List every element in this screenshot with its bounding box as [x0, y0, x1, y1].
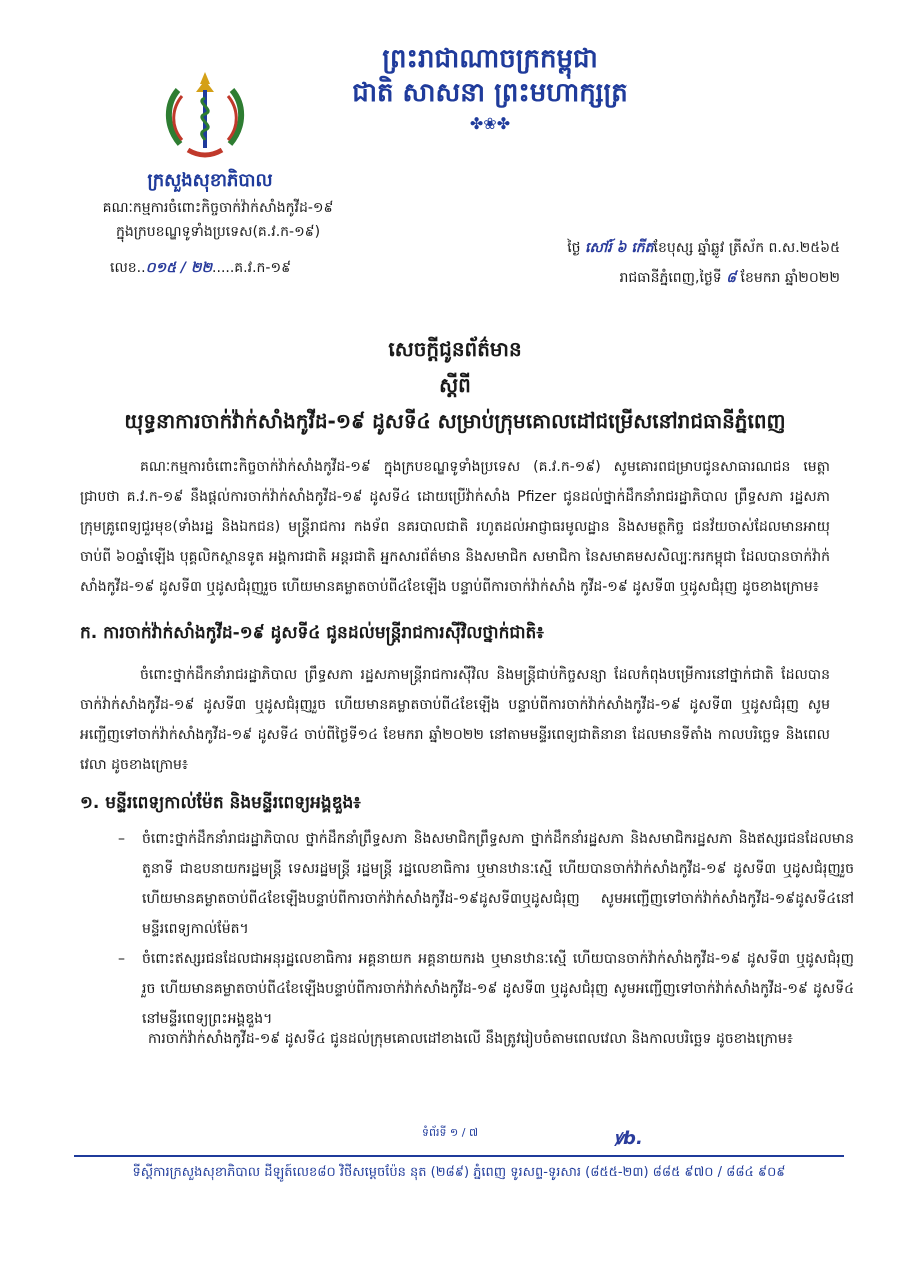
- page-number: ទំព័រទី ១ / ៧: [422, 1126, 478, 1139]
- lunar-day-handwritten: សៅរ៍ ៦ កើត: [585, 240, 654, 256]
- bullet-dash: –: [118, 831, 125, 847]
- national-motto: ជាតិ សាសនា ព្រះមហាក្សត្រ: [352, 78, 628, 108]
- bullet-dash: –: [118, 951, 125, 967]
- bullet-item: [118, 944, 854, 1034]
- committee-line-1: គណៈកម្មការចំពោះកិច្ចចាក់វ៉ាក់សាំងកូវីដ-១៩: [102, 200, 334, 216]
- handwritten-initial: ꝟb.: [614, 1128, 643, 1149]
- footer-address: ទីស្តីការក្រសួងសុខាភិបាល ដីឡូត៍លេខ៨០ វិថីសម្តេចប៉ែន នុត (២៨៩) ភ្នំពេញ ទូរសព្ទ-ទូរសារ (៨៥៥-២៣) ៨៨៥ ៩៧០ / ៨៨៤ ៩០៩: [132, 1165, 786, 1180]
- ornament-divider: ✤❀✤: [469, 114, 511, 133]
- closing-paragraph: ការចាក់វ៉ាក់សាំងកូវីដ-១៩ ដូសទី៤ ជូនដល់ក្រុមគោលដៅខាងលើ នឹងត្រូវរៀបចំតាមពេលវេលា និងកាលបរិច្ឆេទ ដូចខាងក្រោម៖: [148, 1031, 793, 1047]
- lunar-prefix: ថ្ងៃ: [567, 240, 581, 256]
- bullet-item: [118, 824, 854, 944]
- document-subject: យុទ្ធនាការចាក់វ៉ាក់សាំងកូវីដ-១៩ ដូសទី៤ សម្រាប់ក្រុមគោលដៅជម្រើសនៅរាជធានីភ្នំពេញ: [124, 409, 786, 433]
- ref-number-handwritten: ០១៥ / ២២: [145, 260, 213, 276]
- footer-divider: [74, 1155, 844, 1157]
- lunar-rest: ខែបុស្ស ឆ្នាំឆ្លូវ ត្រីស័ក ព.ស.២៥៦៥: [653, 240, 840, 256]
- ministry-logo: [160, 66, 250, 166]
- solar-prefix: រាជធានីភ្នំពេញ,ថ្ងៃទី: [619, 270, 722, 286]
- ministry-name: ក្រសួងសុខាភិបាល: [147, 170, 273, 191]
- document-title: សេចក្តីជូនព័ត៌មាន: [388, 337, 522, 361]
- kingdom-name: ព្រះរាជាណាចក្រកម្ពុជា: [382, 44, 598, 74]
- lunar-date: [510, 233, 840, 263]
- committee-name: [88, 196, 348, 244]
- ref-prefix: លេខ..: [110, 260, 146, 276]
- title-about: ស្តីពី: [439, 373, 471, 397]
- ref-suffix: .....គ.វ.ក-១៩: [212, 260, 291, 276]
- section-a-heading: ក. ការចាក់វ៉ាក់សាំងកូវីដ-១៩ ដូសទី៤ ជូនដល់មន្ត្រីរាជការស៊ីវិលថ្នាក់ជាតិ៖: [80, 623, 544, 643]
- bullet-text-1: ចំពោះថ្នាក់ដឹកនាំរាជរដ្ឋាភិបាល ថ្នាក់ដឹកនាំព្រឹទ្ធសភា និងសមាជិកព្រឹទ្ធសភា ថ្នាក់ដឹកនាំរដ្ឋសភា និងសមាជិករដ្ឋសភា និងឥស្សរជនដែលមានតួនាទី ជាឧបនាយករដ្ឋមន្ត្រី ទេសរដ្ឋមន្ត្រី រដ្ឋមន្ត្រី រដ្ឋលេខាធិការ ឬមានឋានៈស្មើ ហើយបានចាក់វ៉ាក់សាំងកូវីដ-១៩ ដូសទី៣ ឬដូសជំរុញរួច ហើយមានគម្លាតចាប់ពី៤ខែឡើងបន្ទាប់ពីការចាក់វ៉ាក់សាំងកូវីដ-១៩ដូសទី៣ឬដូសជំរុញ សូមអញ្ជើញទៅចាក់វ៉ាក់សាំងកូវីដ-១៩ដូសទី៤នៅមន្ទីរពេទ្យកាល់ម៉ែត។: [142, 831, 854, 937]
- bullet-text-2: ចំពោះឥស្សរជនដែលជាអនុរដ្ឋលេខាធិការ អគ្គនាយក អគ្គនាយករង ឬមានឋានៈស្មើ ហើយបានចាក់វ៉ាក់សាំងកូវីដ-១៩ ដូសទី៣ ឬដូសជំរុញរួច ហើយមានគម្លាតចាប់ពី៤ខែឡើងបន្ទាប់ពីការចាក់វ៉ាក់សាំងកូវីដ-១៩ ដូសទី៣ ឬដូសជំរុញ សូមអញ្ជើញទៅចាក់វ៉ាក់សាំងកូវីដ-១៩ ដូសទី៤ នៅមន្ទីរពេទ្យព្រះអង្គឌួង។: [142, 951, 854, 1027]
- committee-line-2: ក្នុងក្របខណ្ឌទូទាំងប្រទេស(គ.វ.ក-១៩): [115, 224, 321, 240]
- subsection-1-heading: ១. មន្ទីរពេទ្យកាល់ម៉ែត និងមន្ទីរពេទ្យអង្គឌួង៖: [80, 793, 361, 813]
- solar-day-handwritten: ៨: [726, 270, 737, 286]
- section-a-paragraph: ចំពោះថ្នាក់ដឹកនាំរាជរដ្ឋាភិបាល ព្រឹទ្ធសភា រដ្ឋសភាមន្ត្រីរាជការស៊ីវិល និងមន្ត្រីជាប់កិច្ចសន្យា ដែលកំពុងបម្រើការនៅថ្នាក់ជាតិ ដែលបានចាក់វ៉ាក់សាំងកូវីដ-១៩ ដូសទី៣ ឬដូសជំរុញរួច ហើយមានគម្លាតចាប់ពី៤ខែឡើង បន្ទាប់ពីការចាក់វ៉ាក់សាំងកូវីដ-១៩ ដូសទី៣ ឬដូសជំរុញ សូមអញ្ជើញទៅចាក់វ៉ាក់សាំងកូវីដ-១៩ ដូសទី៤ ចាប់ពីថ្ងៃទី១៤ ខែមករា ឆ្នាំ២០២២ នៅតាមមន្ទីរពេទ្យជាតិនានា ដែលមានទីតាំង កាលបរិច្ឆេទ និងពេលវេលា ដូចខាងក្រោម៖: [80, 667, 830, 773]
- intro-paragraph: គណៈកម្មការចំពោះកិច្ចចាក់វ៉ាក់សាំងកូវីដ-១៩ ក្នុងក្របខណ្ឌទូទាំងប្រទេស (គ.វ.ក-១៩) សូមគោរពជម្រាបជូនសាធារណជន មេត្តាជ្រាបថា គ.វ.ក-១៩ នឹងផ្តល់ការចាក់វ៉ាក់សាំងកូវីដ-១៩ ដូសទី៤ ដោយប្រើវ៉ាក់សាំង Pfizer ជូនដល់ថ្នាក់ដឹកនាំរាជរដ្ឋាភិបាល ព្រឹទ្ធសភា រដ្ឋសភា ក្រុមគ្រូពេទ្យជួរមុខ(ទាំងរដ្ឋ និងឯកជន) មន្ត្រីរាជការ កងទ័ព នគរបាលជាតិ រហូតដល់អាជ្ញាធរមូលដ្ឋាន និងសមត្ថកិច្ច ជនវ័យចាស់ដែលមានអាយុចាប់ពី ៦០ឆ្នាំឡើង បុគ្គលិកស្ថានទូត អង្គការជាតិ អន្តរជាតិ អ្នកសារព័ត៌មាន និងសមាជិក សមាជិកា នៃសមាគមសសិល្បៈករកម្ពុជា ដែលបានចាក់វ៉ាក់សាំងកូវីដ-១៩ ដូសទី៣ ឬដូសជំរុញរួច ហើយមានគម្លាតចាប់ពី៤ខែឡើង បន្ទាប់ពីការចាក់វ៉ាក់សាំង កូវីដ-១៩ ដូសទី៣ ឬដូសជំរុញ ដូចខាងក្រោម៖: [80, 459, 830, 595]
- kingdom-header: [300, 42, 680, 110]
- solar-date: [510, 263, 840, 293]
- date-block: [510, 233, 840, 293]
- reference-number: [110, 258, 291, 279]
- solar-rest: ខែមករា ឆ្នាំ២០២២: [740, 270, 840, 286]
